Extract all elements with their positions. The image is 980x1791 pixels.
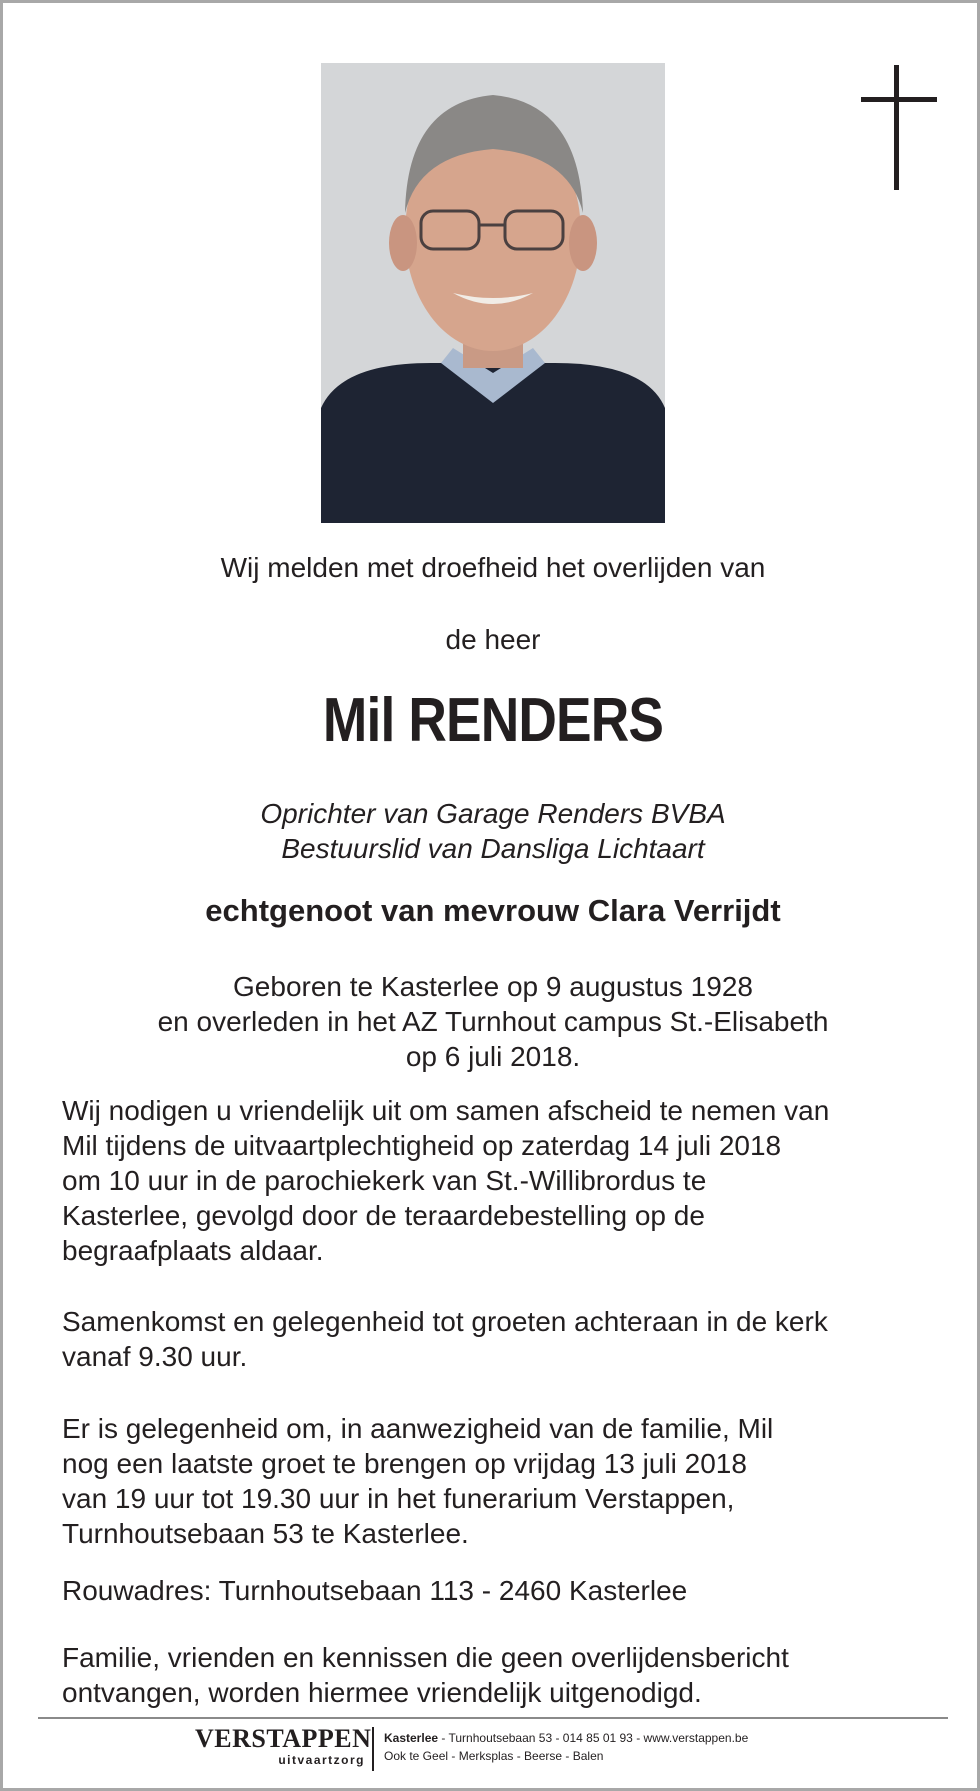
birth-line: Geboren te Kasterlee op 9 augustus 1928 [233,971,753,1002]
logo-wordmark: VERSTAPPEN [195,1724,372,1753]
paragraph-line: Er is gelegenheid om, in aanwezigheid van de familie, Mil [62,1413,774,1444]
roles [3,796,980,866]
funeral-home-logo [195,1724,372,1775]
funeral-paragraph [62,1093,942,1268]
logo-subtitle: uitvaartzorg [278,1753,365,1767]
paragraph-line: Wij nodigen u vriendelijk uit om samen afscheid te nemen van [62,1095,830,1126]
intro-text: Wij melden met droefheid het overlijden van [220,552,766,583]
contact-branches: Ook te Geel - Merksplas - Beerse - Balen [384,1749,604,1763]
paragraph-line: Kasterlee, gevolgd door de teraardebestelling op de [62,1200,705,1231]
spouse-line: echtgenoot van mevrouw Clara Verrijdt [205,893,781,928]
role-line: Oprichter van Garage Renders BVBA [260,798,726,829]
paragraph-line: begraafplaats aldaar. [62,1235,324,1266]
closing-paragraph [62,1640,942,1710]
viewing-paragraph [62,1411,942,1551]
paragraph-line: Mil tijdens de uitvaartplechtigheid op zaterdag 14 juli 2018 [62,1130,782,1161]
cross-icon [861,65,937,190]
paragraph-line: om 10 uur in de parochiekerk van St.-Willibrordus te [62,1165,707,1196]
paragraph-line: vanaf 9.30 uur. [62,1341,248,1372]
footer-vertical-divider [372,1727,374,1771]
paragraph-line: nog een laatste groet te brengen op vrijdag 13 juli 2018 [62,1448,747,1479]
death-line: en overleden in het AZ Turnhout campus St.-Elisabeth [157,1006,829,1037]
portrait-photo [321,63,665,523]
paragraph-line: Rouwadres: Turnhoutsebaan 113 - 2460 Kasterlee [62,1575,688,1606]
footer-divider-line [38,1717,948,1719]
address-paragraph [62,1573,942,1608]
paragraph-line: ontvangen, worden hiermee vriendelijk uitgenodigd. [62,1677,702,1708]
role-line: Bestuurslid van Dansliga Lichtaart [281,833,705,864]
gathering-paragraph [62,1304,942,1374]
paragraph-line: van 19 uur tot 19.30 uur in het funerarium Verstappen, [62,1483,735,1514]
contact-city: Kasterlee [384,1731,439,1745]
death-date-line: op 6 juli 2018. [405,1041,581,1072]
paragraph-line: Samenkomst en gelegenheid tot groeten achteraan in de kerk [62,1306,828,1337]
portrait-illustration [321,63,665,523]
funeral-home-contact [384,1729,748,1765]
contact-details: - Turnhoutsebaan 53 - 014 85 01 93 - www.verstappen.be [438,1731,749,1745]
paragraph-line: Turnhoutsebaan 53 te Kasterlee. [62,1518,469,1549]
paragraph-line: Familie, vrienden en kennissen die geen overlijdensbericht [62,1642,789,1673]
birth-death-info [3,969,980,1074]
deceased-name: Mil RENDERS [322,686,664,755]
salutation: de heer [445,624,541,655]
contact-line [384,1729,748,1747]
